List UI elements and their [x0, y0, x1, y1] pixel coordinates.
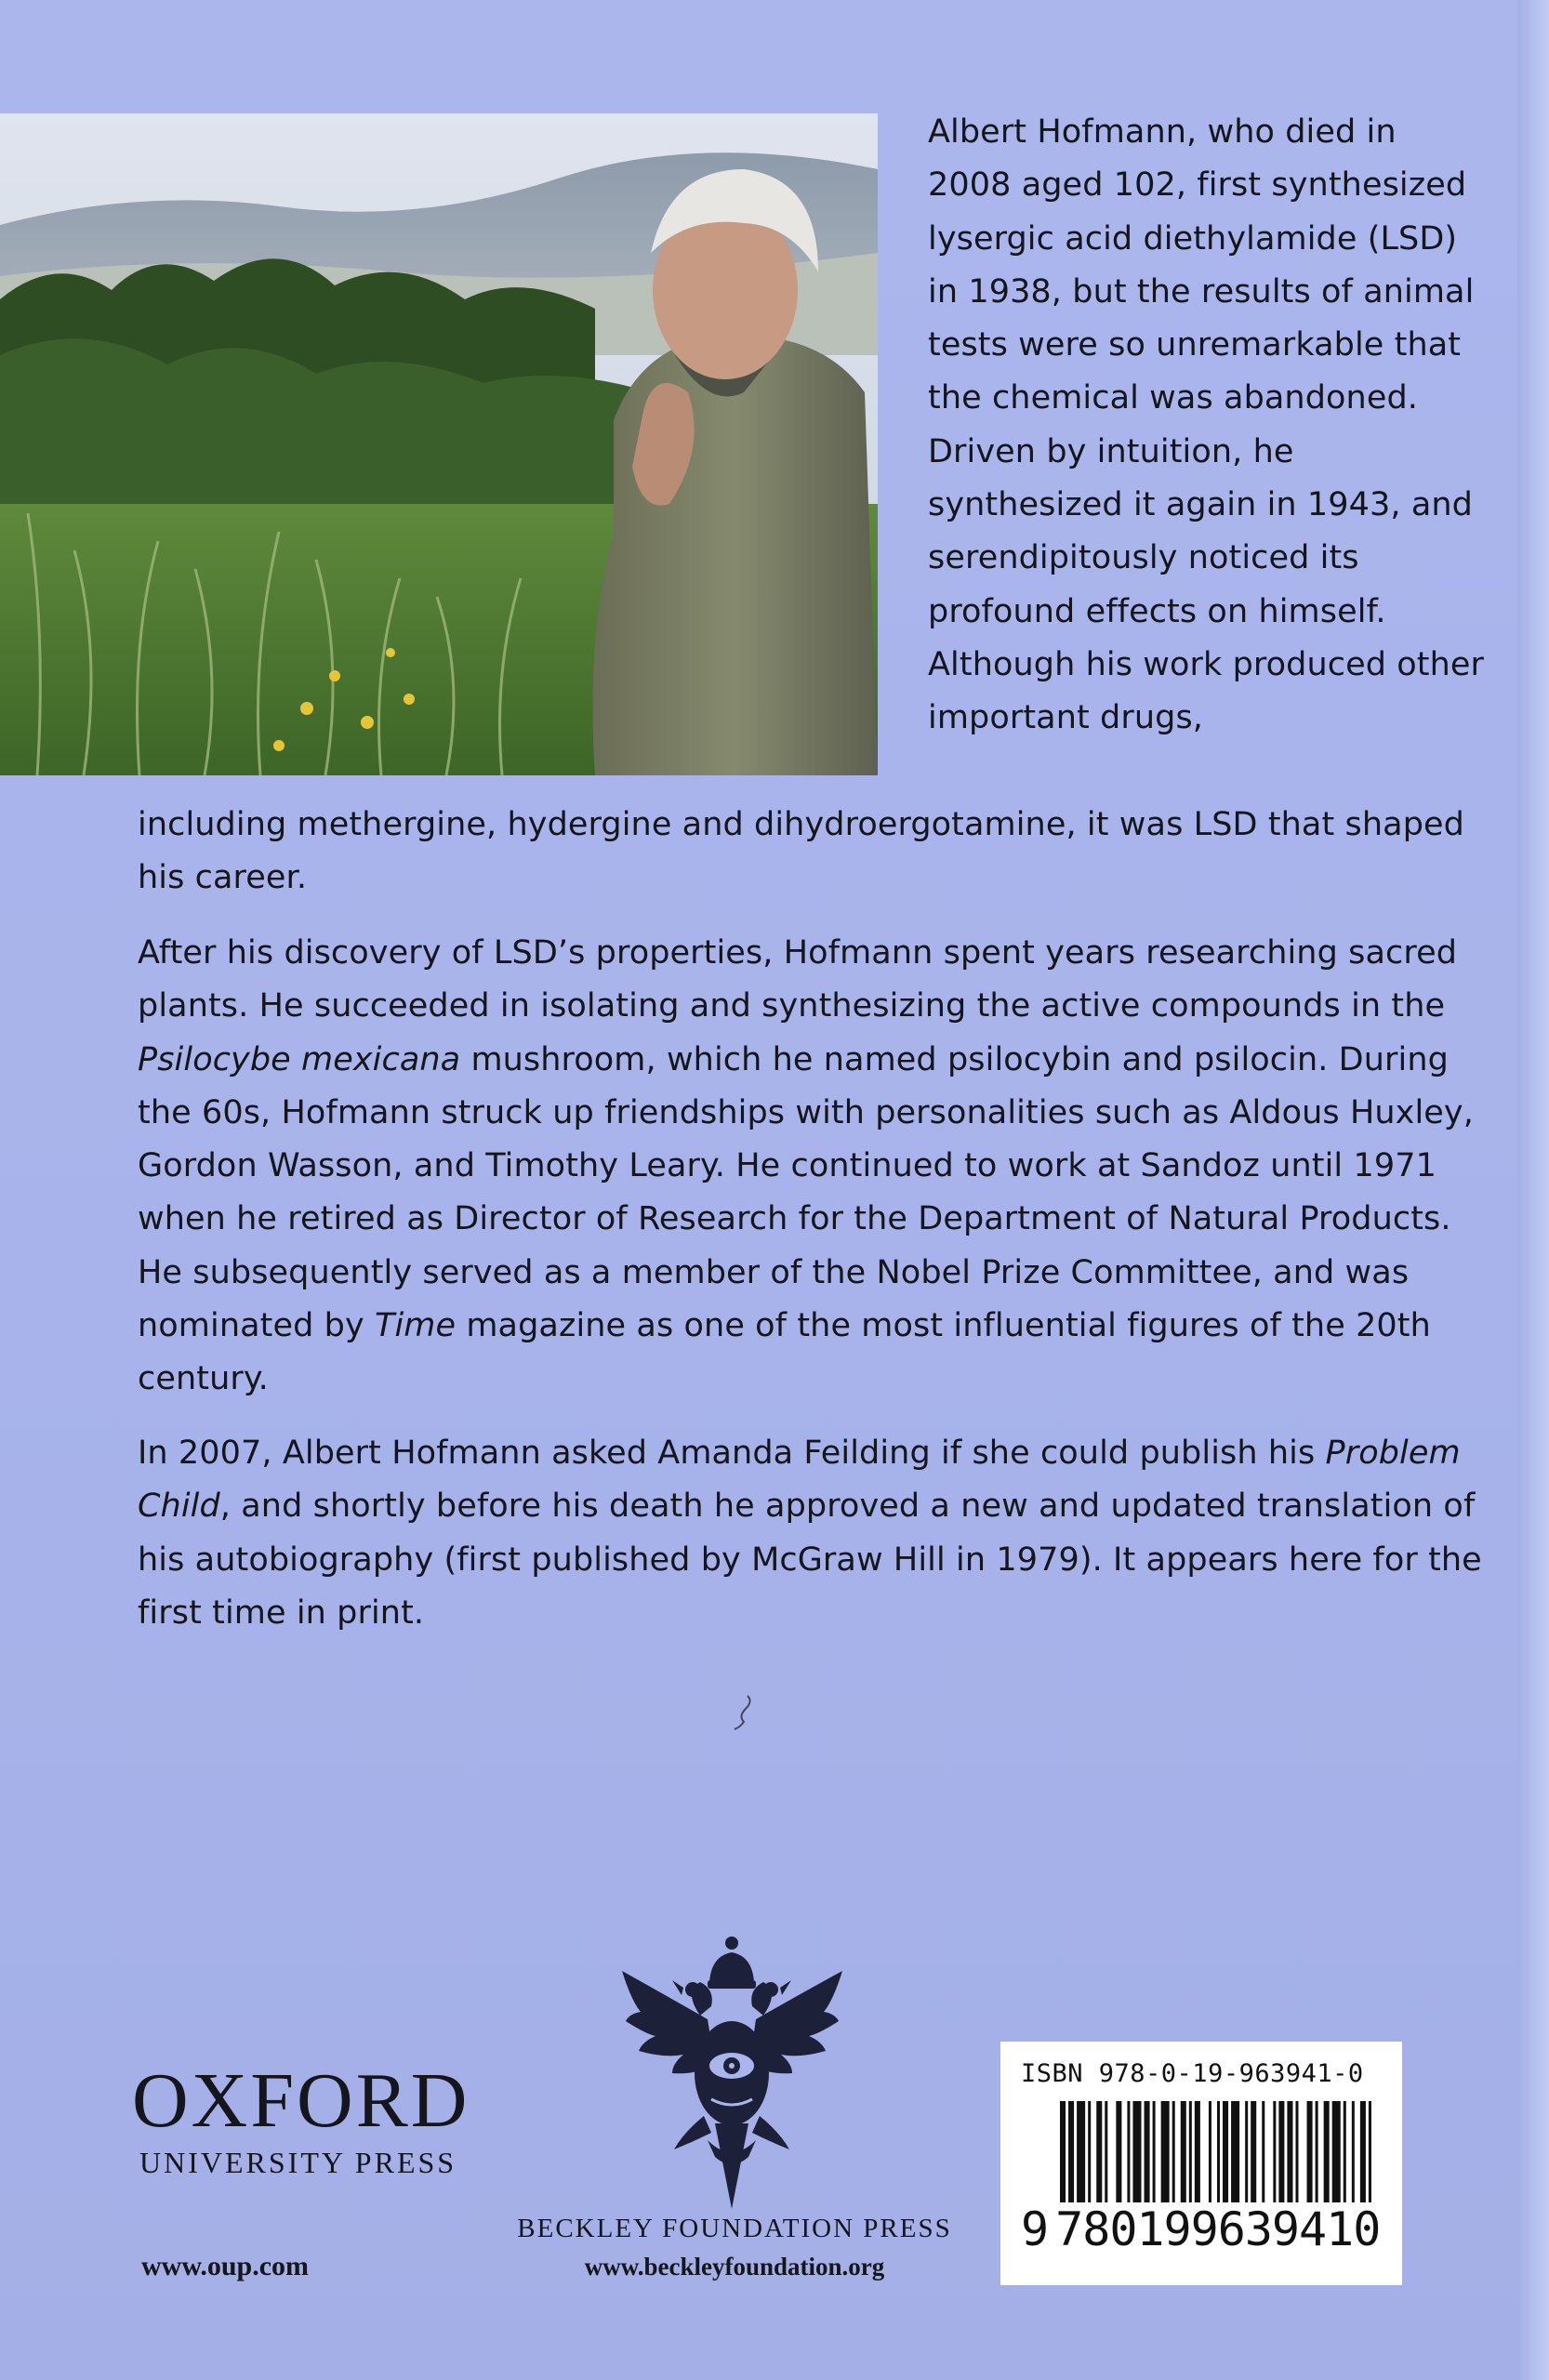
barcode-bar [1209, 2101, 1211, 2205]
barcode-bar [1273, 2101, 1276, 2205]
book-title: Problem Child [138, 1435, 1461, 1526]
barcode-bar [1352, 2101, 1355, 2205]
barcode-bar [1181, 2101, 1186, 2205]
bio-paragraph-1-continued [138, 799, 1495, 906]
barcode-bar [1161, 2101, 1170, 2205]
bio-paragraph-1-full: including methergine, hydergine and dihydroergotamine, it was LSD that shaped his career. [138, 806, 1464, 897]
barcode-bar [1295, 2101, 1298, 2205]
bio-paragraph-1 [928, 106, 1486, 746]
barcode-bar [1132, 2101, 1141, 2205]
barcode-bar [1262, 2101, 1264, 2205]
bio-paragraph-1-wrapped: Albert Hofmann, who died in 2008 aged 102, first synthesized lysergic acid diethylamide (LSD) in 1938, but the results of animal tests were so unremarkable that the chemical was abandoned. Driven by intuition, he synthesized it again in 1943, and serendipitously noticed its profound effects on himself. Although his work produced other important drugs, [928, 113, 1484, 737]
barcode-bar [1245, 2101, 1248, 2205]
oxford-logo: OXFORD [132, 2057, 470, 2144]
barcode-bar [1077, 2101, 1085, 2205]
barcode-bar [1344, 2101, 1346, 2205]
oxford-url: www.oup.com [141, 2251, 310, 2281]
pen-mark [729, 1692, 757, 1733]
p2-text-2: mushroom, which he named psilocybin and psilocin. During the 60s, Hofmann struck up friendships with personalities such as Aldous Huxley, Gordon Wasson, and Timothy Leary. He continued to work at Sandoz until 1971 when he retired as Director of Research for the Department of Natural Products. He subsequently served as a member of the Nobel Prize Committee, and was nominated by [138, 1040, 1474, 1345]
isbn-barcode-box [1000, 2042, 1402, 2285]
isbn-first-digit: 9 [1021, 2202, 1053, 2256]
p2-text-1: After his discovery of LSD’s properties, Hofmann spent years researching sacred plants. He succeeded in isolating and synthesizing the active compounds in the [138, 934, 1458, 1025]
p3-text-2: , and shortly before his death he approved a new and updated translation of his autobiography (first published by McGraw Hill in 1979). It appears here for the first time in print. [138, 1488, 1482, 1632]
barcode-bar [1127, 2101, 1130, 2205]
beckley-url: www.beckleyfoundation.org [584, 2253, 885, 2281]
barcode-bar [1332, 2101, 1341, 2205]
double-headed-eagle-icon [618, 1934, 846, 2209]
barcode-bar [1324, 2101, 1330, 2205]
barcode-bar [1251, 2101, 1256, 2205]
beckley-press-name: BECKLEY FOUNDATION PRESS [517, 2214, 952, 2243]
isbn-digits [1021, 2202, 1393, 2257]
barcode-bar [1096, 2101, 1102, 2205]
barcode-bar [1088, 2101, 1091, 2205]
bio-paragraph-2 [138, 927, 1495, 1407]
barcode-bar [1116, 2101, 1121, 2205]
barcode-bar [1360, 2101, 1366, 2205]
barcode-bar [1105, 2101, 1107, 2205]
barcode-bar [1172, 2101, 1175, 2205]
cover-edge [1517, 0, 1549, 2380]
magazine-name: Time [375, 1307, 457, 1345]
isbn-label: ISBN 978-0-19-963941-0 [1021, 2059, 1364, 2088]
barcode-bar [1287, 2101, 1292, 2205]
p3-text-1: In 2007, Albert Hofmann asked Amanda Feilding if she could publish his [138, 1435, 1326, 1472]
isbn-rest-digits: 780199639410 [1055, 2202, 1381, 2256]
barcode-bar [1189, 2101, 1192, 2205]
barcode-bar [1145, 2101, 1150, 2205]
barcode-bar [1231, 2101, 1239, 2205]
species-name: Psilocybe mexicana [138, 1040, 461, 1078]
barcode-bar [1307, 2101, 1313, 2205]
bio-paragraph-3 [138, 1427, 1495, 1640]
barcode-bar [1153, 2101, 1156, 2205]
barcode-bar [1316, 2101, 1318, 2205]
p2-text-3: magazine as one of the most influential figures of the 20th century. [138, 1307, 1431, 1398]
oxford-subtitle: UNIVERSITY PRESS [139, 2146, 457, 2179]
author-photo [0, 113, 878, 775]
barcode-bar [1278, 2101, 1284, 2205]
barcode-bar [1195, 2101, 1200, 2205]
